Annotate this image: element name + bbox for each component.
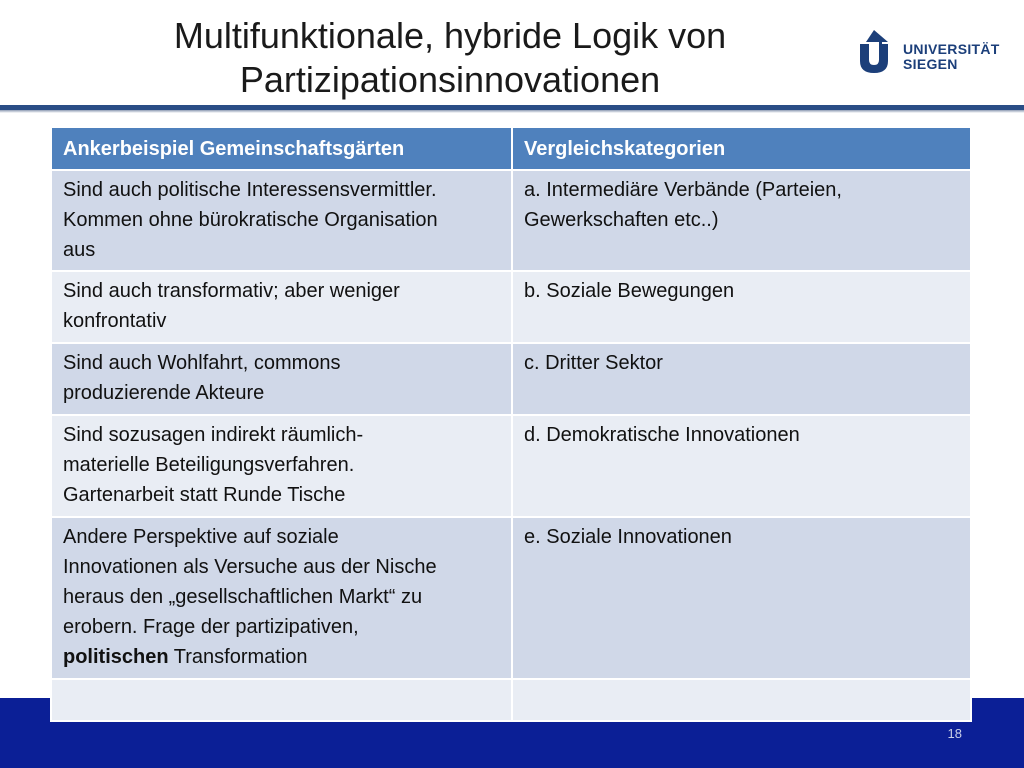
cell-text-line: Innovationen als Versuche aus der Nische — [63, 556, 437, 578]
cell-text-line: Gewerkschaften etc..) — [524, 209, 719, 231]
cell-vergleichskategorie — [512, 170, 971, 271]
cell-vergleichskategorie — [512, 517, 971, 679]
cell-text-line: aus — [63, 239, 96, 261]
cell-text-rest: Transformation — [168, 646, 308, 668]
cell-empty — [512, 679, 971, 721]
cell-ankerbeispiel — [51, 271, 512, 343]
slide-title-line-1: Multifunktionale, hybride Logik von — [173, 15, 727, 56]
cell-text-line: c. Dritter Sektor — [524, 352, 663, 374]
cell-text-line: d. Demokratische Innovationen — [524, 424, 800, 446]
cell-text-line: Sind sozusagen indirekt räumlich- — [63, 424, 364, 446]
cell-text-line: produzierende Akteure — [63, 382, 265, 404]
cell-text-line: erobern. Frage der partizipativen, — [63, 616, 359, 638]
table-row — [51, 343, 971, 415]
cell-text-line: heraus den „gesellschaftlichen Markt“ zu — [63, 586, 423, 608]
cell-vergleichskategorie — [512, 271, 971, 343]
cell-text-line: Gartenarbeit statt Runde Tische — [63, 484, 346, 506]
cell-vergleichskategorie — [512, 415, 971, 517]
cell-ankerbeispiel — [51, 170, 512, 271]
title-divider-shadow — [0, 110, 1024, 113]
table-row — [51, 415, 971, 517]
table-row-empty — [51, 679, 971, 721]
cell-text-line: Sind auch Wohlfahrt, commons — [63, 352, 341, 374]
cell-ankerbeispiel — [51, 415, 512, 517]
cell-ankerbeispiel — [51, 517, 512, 679]
table-row — [51, 517, 971, 679]
cell-text-line — [63, 642, 500, 672]
cell-text-line: Andere Perspektive auf soziale — [63, 526, 339, 548]
cell-text-line: Kommen ohne bürokratische Organisation — [63, 209, 438, 231]
cell-text-line: Sind auch politische Interessensvermittler. — [63, 179, 437, 201]
page-number: 18 — [947, 726, 962, 741]
cell-empty — [51, 679, 512, 721]
comparison-table — [50, 126, 972, 722]
cell-text-line: a. Intermediäre Verbände (Parteien, — [524, 179, 842, 201]
cell-text-line: materielle Beteiligungsverfahren. — [63, 454, 355, 476]
logo-text-universitaet: UNIVERSITÄT — [903, 41, 1000, 57]
cell-text-line: Sind auch transformativ; aber weniger — [63, 280, 400, 302]
cell-text-line: e. Soziale Innovationen — [524, 526, 732, 548]
emphasis-politischen: politischen — [63, 646, 169, 668]
cell-vergleichskategorie — [512, 343, 971, 415]
slide-title-line-2: Partizipationsinnovationen — [239, 59, 661, 100]
cell-ankerbeispiel — [51, 343, 512, 415]
table-header-row — [51, 127, 971, 170]
header-vergleichskategorien: Vergleichskategorien — [512, 127, 971, 170]
university-logo-icon — [858, 30, 900, 74]
cell-text-line: konfrontativ — [63, 310, 167, 332]
cell-text-line: b. Soziale Bewegungen — [524, 280, 735, 302]
header-ankerbeispiel: Ankerbeispiel Gemeinschaftsgärten — [51, 127, 512, 170]
university-logo — [858, 30, 1008, 74]
table-row — [51, 170, 971, 271]
logo-text-siegen: SIEGEN — [903, 56, 958, 72]
slide-title — [70, 14, 830, 102]
table-row — [51, 271, 971, 343]
